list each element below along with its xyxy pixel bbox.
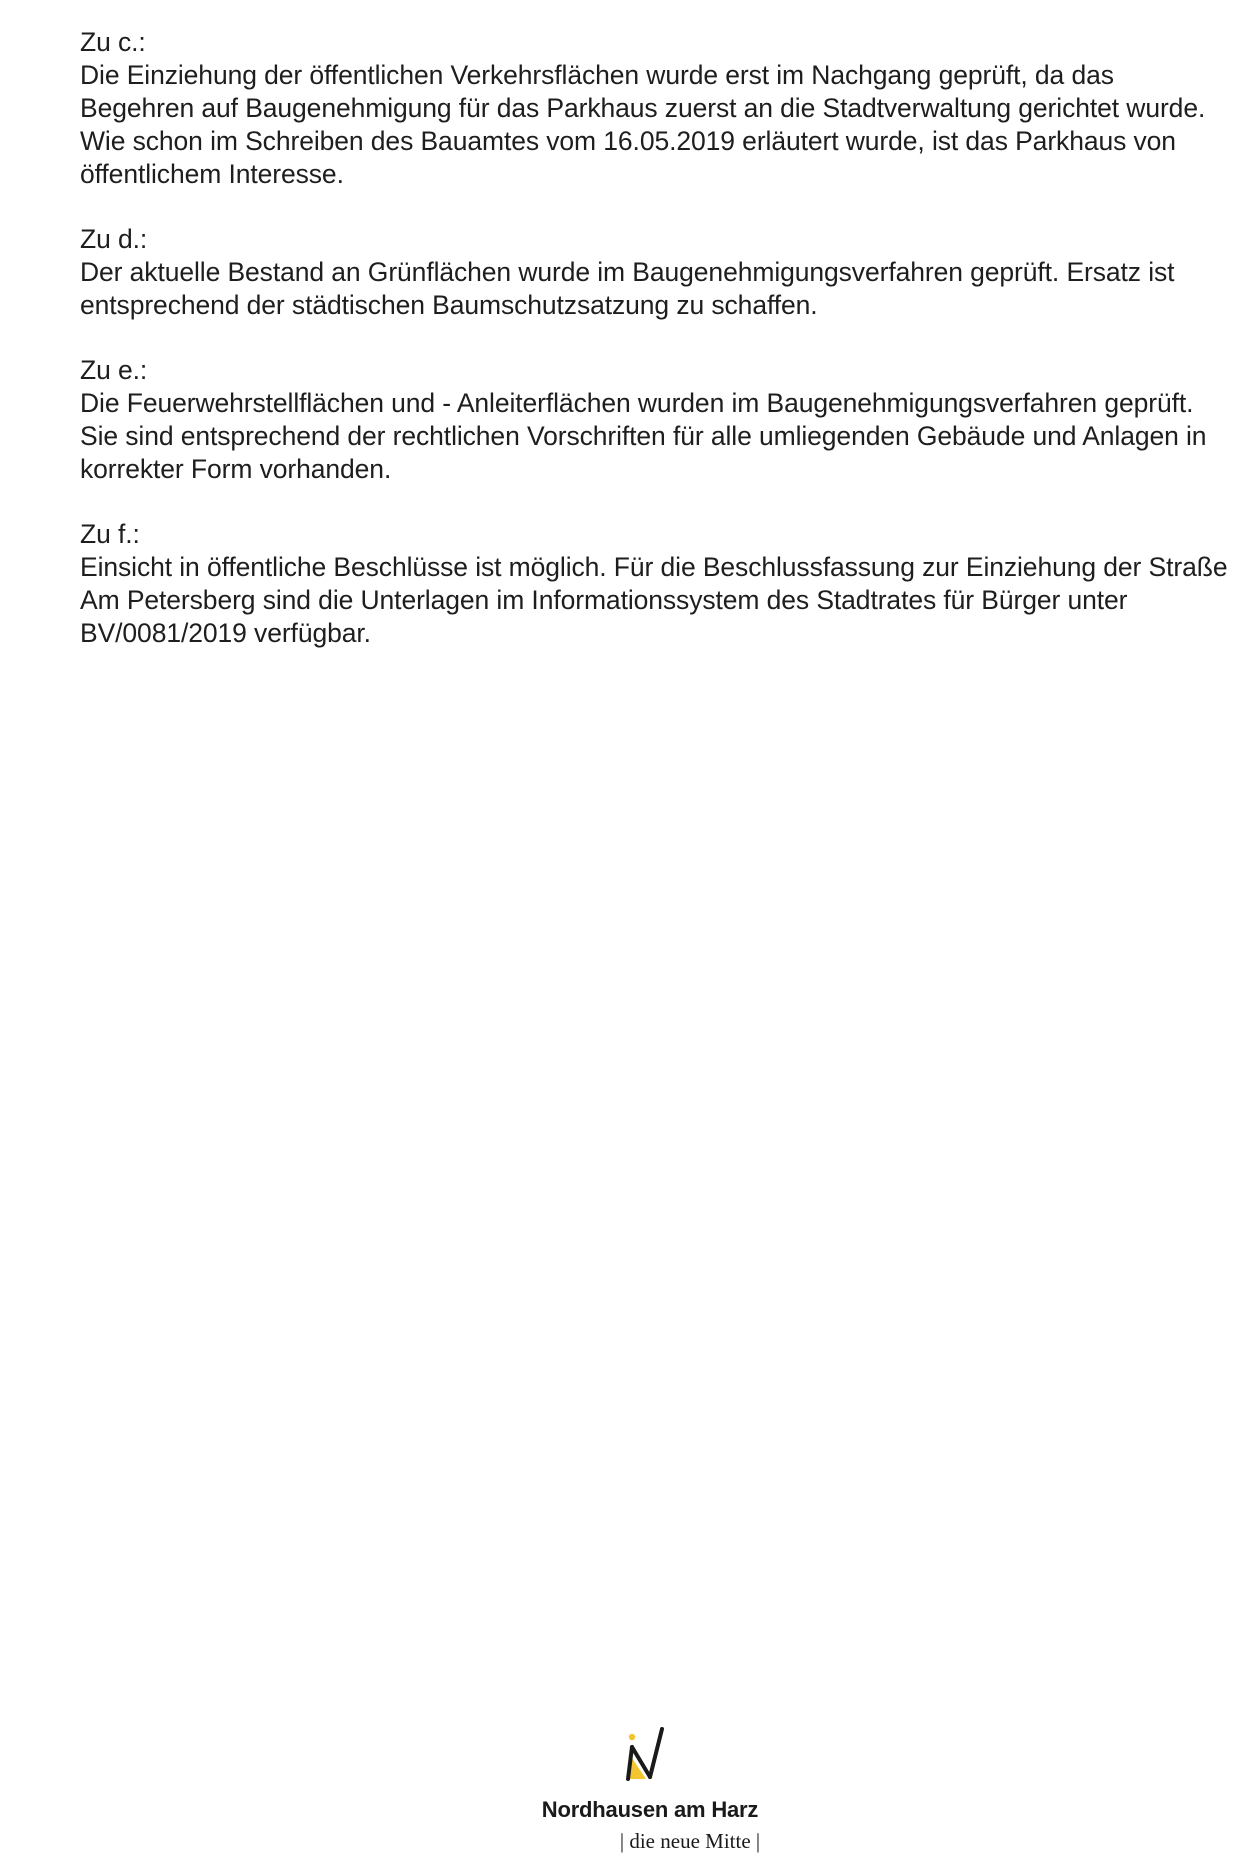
nordhausen-n-logo-icon	[622, 1725, 670, 1781]
section-heading: Zu f.:	[80, 519, 140, 549]
document-content	[80, 26, 1230, 682]
footer-logo	[0, 1725, 1256, 1865]
section-zu-f	[80, 518, 1230, 650]
logo-name: Nordhausen am Harz	[541, 1797, 759, 1822]
section-zu-d	[80, 223, 1230, 322]
section-body: Die Feuerwehrstellflächen und - Anleiterflächen wurden im Baugenehmigungsverfahren geprüft. Sie sind entsprechend der rechtlichen Vorschriften für alle umliegenden Gebäude und Anlagen in korrekter Form vorhanden.	[80, 388, 1207, 484]
section-body: Die Einziehung der öffentlichen Verkehrsflächen wurde erst im Nachgang geprüft, da das Begehren auf Baugenehmigung für das Parkhaus zuerst an die Stadtverwaltung gerichtet wurde. Wie schon im Schreiben des Bauamtes vom 16.05.2019 erläutert wurde, ist das Parkhaus von öffentlichem Interesse.	[80, 60, 1206, 189]
section-heading: Zu c.:	[80, 27, 146, 57]
section-zu-c	[80, 26, 1230, 191]
section-body: Einsicht in öffentliche Beschlüsse ist möglich. Für die Beschlussfassung zur Einziehung der Straße Am Petersberg sind die Unterlagen im Informationssystem des Stadtrates für Bürger unter BV/0081/2019 verfügbar.	[80, 552, 1228, 648]
logo-tagline: | die neue Mitte |	[619, 1829, 761, 1853]
section-body: Der aktuelle Bestand an Grünflächen wurde im Baugenehmigungsverfahren geprüft. Ersatz ist entsprechend der städtischen Baumschutzsatzung zu schaffen.	[80, 257, 1175, 320]
section-heading: Zu e.:	[80, 355, 148, 385]
section-zu-e	[80, 354, 1230, 486]
section-heading: Zu d.:	[80, 224, 148, 254]
